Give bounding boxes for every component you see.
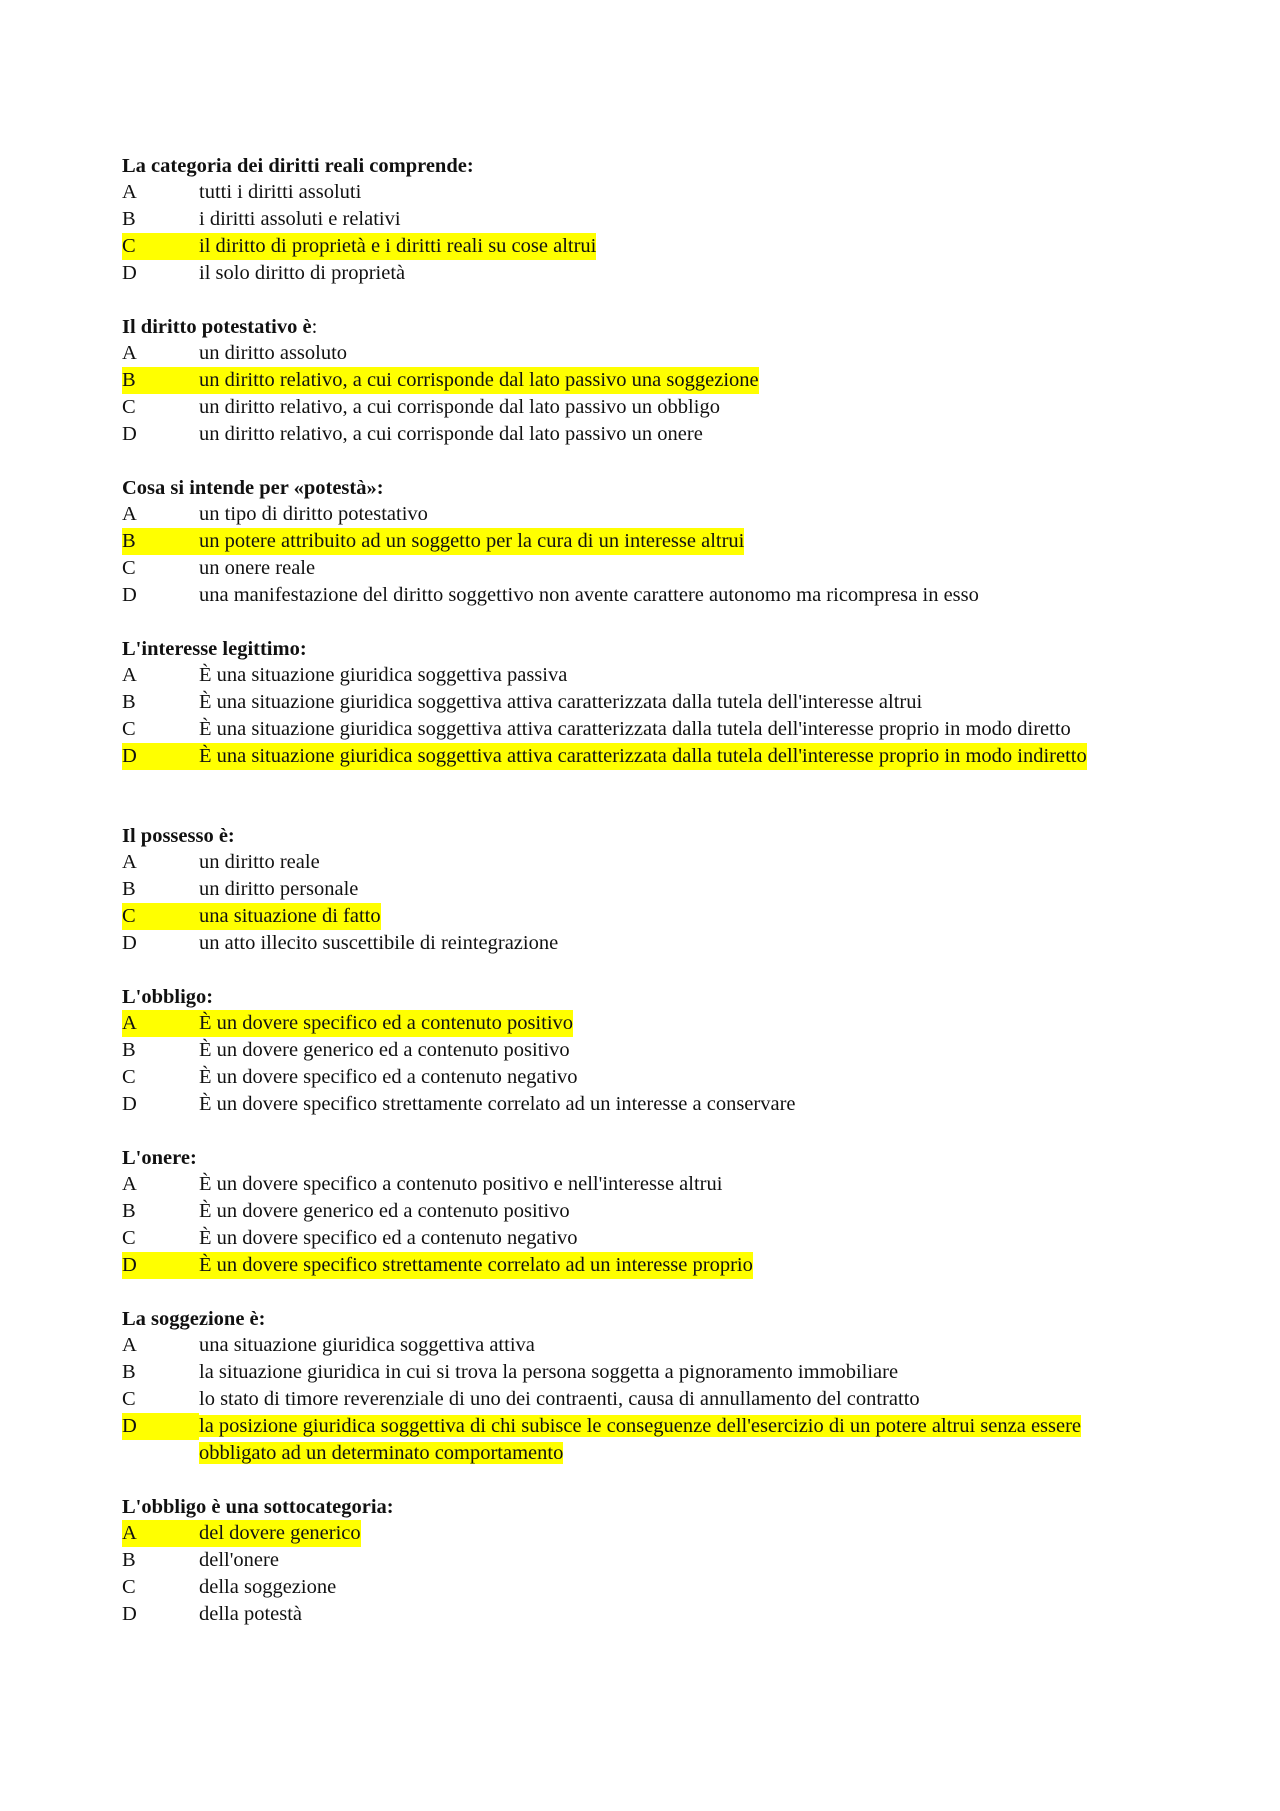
question-block bbox=[122, 153, 1182, 287]
option-letter: D bbox=[122, 932, 137, 954]
option-letter: A bbox=[122, 1334, 137, 1356]
option-text: un tipo di diritto potestativo bbox=[199, 503, 428, 525]
option-letter: D bbox=[122, 1603, 137, 1625]
option-letter: B bbox=[122, 691, 136, 713]
option-letter: B bbox=[122, 208, 136, 230]
option-text: È una situazione giuridica soggettiva attiva caratterizzata dalla tutela dell'interesse proprio in modo diretto bbox=[199, 718, 1071, 740]
option-text: una situazione di fatto bbox=[199, 903, 381, 930]
option-letter: B bbox=[122, 1200, 136, 1222]
question-title: L'obbligo: bbox=[122, 986, 214, 1008]
option-letter: A bbox=[122, 664, 137, 686]
option-text: il solo diritto di proprietà bbox=[199, 262, 406, 284]
option-text: È un dovere specifico strettamente correlato ad un interesse proprio bbox=[199, 1252, 753, 1279]
option-letter: B bbox=[122, 1361, 136, 1383]
option-letter: C bbox=[122, 1227, 136, 1249]
option-text: un diritto relativo, a cui corrisponde dal lato passivo una soggezione bbox=[199, 367, 759, 394]
option-c-correct bbox=[122, 903, 1182, 930]
option-b-correct bbox=[122, 367, 1182, 394]
option-text: della potestà bbox=[199, 1603, 303, 1625]
option-a bbox=[122, 849, 1182, 876]
option-a bbox=[122, 662, 1182, 689]
option-d bbox=[122, 582, 1182, 609]
option-text: tutti i diritti assoluti bbox=[199, 181, 362, 203]
question-block bbox=[122, 475, 1182, 609]
option-d-correct bbox=[122, 1413, 1182, 1467]
option-letter: A bbox=[122, 503, 137, 525]
question-title bbox=[122, 314, 1182, 340]
option-b bbox=[122, 1547, 1182, 1574]
option-letter: A bbox=[122, 342, 137, 364]
option-text: È un dovere specifico a contenuto positivo e nell'interesse altrui bbox=[199, 1173, 723, 1195]
question-block bbox=[122, 1494, 1182, 1628]
option-a-correct bbox=[122, 1520, 1182, 1547]
option-letter: A bbox=[122, 1520, 199, 1547]
option-a bbox=[122, 501, 1182, 528]
option-text-line-1: la posizione giuridica soggettiva di chi subisce le conseguenze dell'esercizio di un potere altrui senza essere bbox=[199, 1415, 1082, 1437]
option-letter: D bbox=[122, 423, 137, 445]
option-letter: D bbox=[122, 1252, 199, 1279]
option-d bbox=[122, 421, 1182, 448]
option-c bbox=[122, 394, 1182, 421]
question-title: La categoria dei diritti reali comprende: bbox=[122, 155, 474, 177]
option-text bbox=[199, 1413, 1081, 1467]
option-b bbox=[122, 876, 1182, 903]
option-letter: B bbox=[122, 367, 199, 394]
option-a bbox=[122, 1171, 1182, 1198]
option-letter: A bbox=[122, 1010, 199, 1037]
question-title: L'onere: bbox=[122, 1147, 197, 1169]
question-title: Il possesso è: bbox=[122, 825, 235, 847]
option-text: un diritto reale bbox=[199, 851, 320, 873]
option-b bbox=[122, 689, 1182, 716]
option-text: È un dovere specifico strettamente correlato ad un interesse a conservare bbox=[199, 1093, 796, 1115]
option-b bbox=[122, 206, 1182, 233]
option-d bbox=[122, 1601, 1182, 1628]
option-c bbox=[122, 555, 1182, 582]
option-d bbox=[122, 260, 1182, 287]
option-letter: C bbox=[122, 557, 136, 579]
option-d bbox=[122, 930, 1182, 957]
option-c bbox=[122, 716, 1182, 743]
option-text: un diritto relativo, a cui corrisponde dal lato passivo un onere bbox=[199, 423, 703, 445]
option-letter: B bbox=[122, 1549, 136, 1571]
option-c bbox=[122, 1225, 1182, 1252]
option-text: È una situazione giuridica soggettiva passiva bbox=[199, 664, 568, 686]
option-text: una manifestazione del diritto soggettivo non avente carattere autonomo ma ricompresa in esso bbox=[199, 584, 979, 606]
option-c bbox=[122, 1574, 1182, 1601]
option-letter: C bbox=[122, 233, 199, 260]
option-text: del dovere generico bbox=[199, 1520, 361, 1547]
option-text: un onere reale bbox=[199, 557, 316, 579]
option-text: dell'onere bbox=[199, 1549, 279, 1571]
option-letter: D bbox=[122, 743, 199, 770]
question-title: L'obbligo è una sottocategoria: bbox=[122, 1496, 394, 1518]
option-letter: A bbox=[122, 181, 137, 203]
option-text: un potere attribuito ad un soggetto per la cura di un interesse altrui bbox=[199, 528, 744, 555]
option-letter: C bbox=[122, 1388, 136, 1410]
option-c-correct bbox=[122, 233, 1182, 260]
option-a bbox=[122, 340, 1182, 367]
option-text: un diritto personale bbox=[199, 878, 359, 900]
option-text: della soggezione bbox=[199, 1576, 337, 1598]
question-title: Cosa si intende per «potestà»: bbox=[122, 477, 384, 499]
option-b bbox=[122, 1359, 1182, 1386]
option-c bbox=[122, 1064, 1182, 1091]
option-letter: C bbox=[122, 1576, 136, 1598]
option-text: un atto illecito suscettibile di reintegrazione bbox=[199, 932, 559, 954]
question-title-text: Il diritto potestativo è bbox=[122, 316, 312, 338]
option-letter: A bbox=[122, 1173, 137, 1195]
option-text: È un dovere specifico ed a contenuto positivo bbox=[199, 1010, 573, 1037]
option-text: È un dovere generico ed a contenuto positivo bbox=[199, 1200, 570, 1222]
option-letter: C bbox=[122, 718, 136, 740]
option-letter: B bbox=[122, 528, 199, 555]
option-text-line-2: obbligato ad un determinato comportamento bbox=[199, 1442, 564, 1464]
option-text: un diritto relativo, a cui corrisponde dal lato passivo un obbligo bbox=[199, 396, 720, 418]
question-title: L'interesse legittimo: bbox=[122, 638, 307, 660]
option-b-correct bbox=[122, 528, 1182, 555]
option-text: un diritto assoluto bbox=[199, 342, 348, 364]
option-text: il diritto di proprietà e i diritti reali su cose altrui bbox=[199, 233, 596, 260]
option-b bbox=[122, 1037, 1182, 1064]
option-text: i diritti assoluti e relativi bbox=[199, 208, 401, 230]
option-d-correct bbox=[122, 743, 1182, 770]
option-letter: B bbox=[122, 878, 136, 900]
question-block bbox=[122, 314, 1182, 448]
option-letter: D bbox=[122, 262, 137, 284]
option-a-correct bbox=[122, 1010, 1182, 1037]
option-d bbox=[122, 1091, 1182, 1118]
option-text: la situazione giuridica in cui si trova la persona soggetta a pignoramento immobiliare bbox=[199, 1361, 899, 1383]
question-block bbox=[122, 636, 1182, 770]
option-text: È un dovere specifico ed a contenuto negativo bbox=[199, 1066, 578, 1088]
question-title: La soggezione è: bbox=[122, 1308, 266, 1330]
option-letter: D bbox=[122, 1413, 199, 1440]
option-b bbox=[122, 1198, 1182, 1225]
option-text: È un dovere generico ed a contenuto positivo bbox=[199, 1039, 570, 1061]
option-a bbox=[122, 1332, 1182, 1359]
question-block bbox=[122, 1306, 1182, 1467]
option-text: È una situazione giuridica soggettiva attiva caratterizzata dalla tutela dell'interesse proprio in modo indiretto bbox=[199, 743, 1087, 770]
option-letter: C bbox=[122, 903, 199, 930]
option-letter: D bbox=[122, 1093, 137, 1115]
option-letter: C bbox=[122, 396, 136, 418]
option-letter: D bbox=[122, 584, 137, 606]
question-title-colon: : bbox=[311, 316, 318, 338]
option-text: È un dovere specifico ed a contenuto negativo bbox=[199, 1227, 578, 1249]
option-c bbox=[122, 1386, 1182, 1413]
option-text: una situazione giuridica soggettiva attiva bbox=[199, 1334, 535, 1356]
option-letter: B bbox=[122, 1039, 136, 1061]
option-letter: C bbox=[122, 1066, 136, 1088]
option-letter: A bbox=[122, 851, 137, 873]
option-d-correct bbox=[122, 1252, 1182, 1279]
option-a bbox=[122, 179, 1182, 206]
question-block bbox=[122, 1145, 1182, 1279]
option-text: È una situazione giuridica soggettiva attiva caratterizzata dalla tutela dell'interesse altrui bbox=[199, 691, 923, 713]
option-text: lo stato di timore reverenziale di uno dei contraenti, causa di annullamento del contratto bbox=[199, 1388, 920, 1410]
question-block bbox=[122, 823, 1182, 957]
question-block bbox=[122, 984, 1182, 1118]
